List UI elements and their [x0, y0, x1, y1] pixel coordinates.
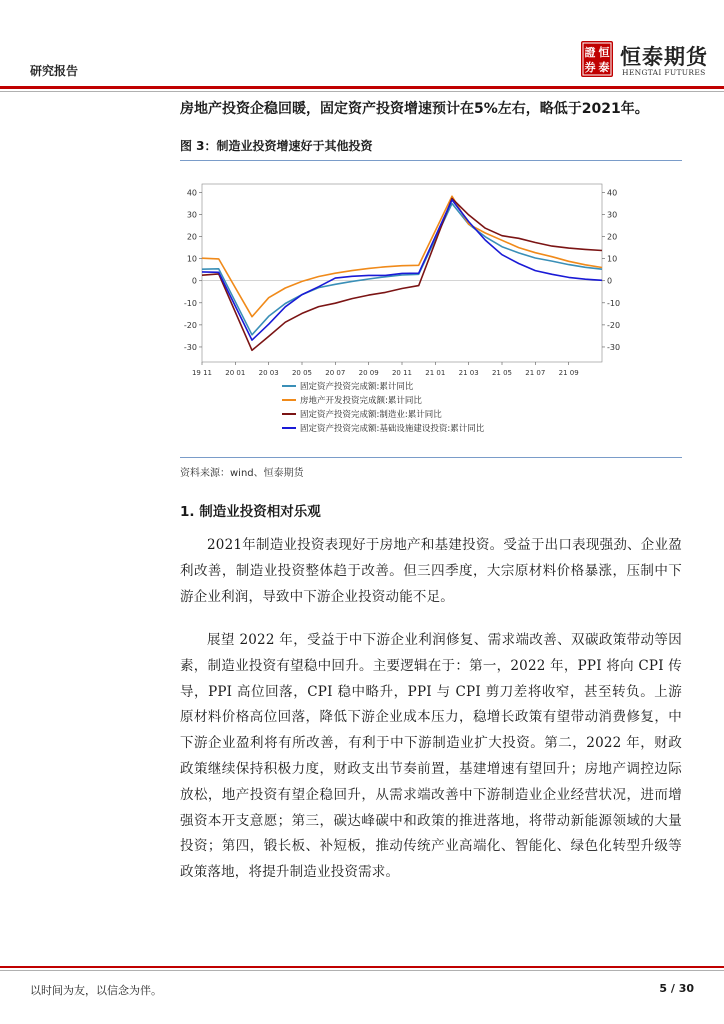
- svg-text:泰: 泰: [598, 61, 610, 74]
- svg-text:證: 證: [584, 46, 596, 59]
- legend-entry: 固定资产投资完成额:累计同比: [300, 382, 414, 392]
- header-divider: [0, 86, 724, 89]
- chart-axes: [184, 184, 620, 377]
- footer-motto: 以时间为友，以信念为伴。: [30, 984, 162, 997]
- y-tick-label-right: 20: [607, 232, 618, 242]
- x-tick-label: 19 11: [191, 369, 213, 377]
- x-tick-label: 21 07: [525, 369, 546, 377]
- x-tick-label: 20 01: [225, 369, 246, 377]
- footer-divider: [0, 966, 724, 968]
- paragraph-1: 2021年制造业投资表现好于房地产和基建投资。受益于出口表现强劲、企业盈利改善，制造业投资整体趋于改善。但三四季度，大宗原材料价格暴涨，压制中下游企业利润，导致中下游企业投资动能不足。: [180, 537, 682, 605]
- logo-english-name: HENGTAI FUTURES: [622, 68, 706, 77]
- y-tick-label-right: 40: [607, 188, 618, 198]
- x-tick-label: 21 05: [491, 369, 513, 377]
- paragraph-2: 展望 2022 年，受益于中下游企业利润修复、需求端改善、双碳政策带动等因素，制造业投资有望稳中回升。主要逻辑在于：第一，2022 年，PPI 将向 CPI 传导，PPI 高位回落，CPI 稳中略升，PPI 与 CPI 剪刀差将收窄，甚至转负。上游原材料价格高位回落，降低下游企业成本压力，稳增长政策有望带动消费修复，中下游企业盈利将有所改善，有利于中下游制造业扩大投资。第二，2022 年，财政政策继续保持积极力度，财政支出节奏前置，基建增速有望回升；房地产调控边际放松，地产投资有望企稳回升，从需求端改善中下游制造业企业经营状况，进而增强资本开支意愿；第三，碳达峰碳中和政策的推进落地，将带动新能源领域的大量投资；第四，锻长板、补短板，推动传统产业高端化、智能化、绿色化转型升级等政策落地，将提升制造业投资需求。: [180, 632, 682, 881]
- legend-entry: 房地产开发投资完成额:累计同比: [300, 396, 422, 406]
- y-tick-label-left: 40: [186, 188, 197, 198]
- lead-sentence: 房地产投资企稳回暖，固定资产投资增速预计在5%左右，略低于2021年。: [180, 101, 649, 117]
- x-tick-label: 20 05: [291, 369, 313, 377]
- svg-text:券: 券: [584, 61, 596, 74]
- y-tick-label-right: 0: [607, 276, 613, 286]
- y-tick-label-right: -10: [607, 298, 621, 308]
- y-tick-label-left: -20: [183, 320, 197, 330]
- y-tick-label-left: 20: [186, 232, 197, 242]
- footer-divider-thin: [0, 970, 724, 971]
- legend-entry: 固定资产投资完成额:基础设施建设投资:累计同比: [300, 424, 485, 434]
- company-logo: [580, 40, 710, 82]
- y-tick-label-right: 30: [607, 210, 618, 220]
- investment-growth-chart: [180, 170, 621, 455]
- logo-seal-icon: [580, 40, 614, 78]
- figure-top-rule: [180, 160, 682, 161]
- figure-source: 资料来源：wind、恒泰期货: [180, 468, 304, 479]
- x-tick-label: 20 03: [258, 369, 279, 377]
- chart-lines: [202, 196, 602, 350]
- y-tick-label-left: 0: [191, 276, 197, 286]
- header-divider-thin: [0, 91, 724, 92]
- series-line: [202, 204, 602, 335]
- x-tick-label: 21 01: [425, 369, 446, 377]
- x-tick-label: 20 09: [358, 369, 379, 377]
- logo-company-name: 恒泰期货: [620, 45, 708, 69]
- legend-entry: 固定资产投资完成额:制造业:累计同比: [300, 410, 442, 420]
- y-tick-label-left: 30: [186, 210, 197, 220]
- y-tick-label-right: 10: [607, 254, 618, 264]
- x-tick-label: 20 07: [325, 369, 346, 377]
- y-tick-label-left: 10: [186, 254, 197, 264]
- y-tick-label-left: -30: [183, 342, 197, 352]
- series-line: [202, 196, 602, 317]
- svg-text:恒: 恒: [598, 46, 610, 59]
- chart-legend: [282, 381, 485, 434]
- x-tick-label: 20 11: [391, 369, 413, 377]
- y-tick-label-left: -10: [183, 298, 197, 308]
- figure-title: 图 3：制造业投资增速好于其他投资: [180, 139, 373, 153]
- y-tick-label-right: -20: [607, 320, 621, 330]
- figure-bottom-rule: [180, 457, 682, 458]
- series-line: [202, 200, 602, 340]
- x-tick-label: 21 03: [458, 369, 479, 377]
- x-tick-label: 21 09: [558, 369, 579, 377]
- section-title: 1. 制造业投资相对乐观: [180, 504, 321, 520]
- y-tick-label-right: -30: [607, 342, 621, 352]
- page-number: 5 / 30: [659, 982, 694, 995]
- report-type-label: 研究报告: [30, 64, 79, 78]
